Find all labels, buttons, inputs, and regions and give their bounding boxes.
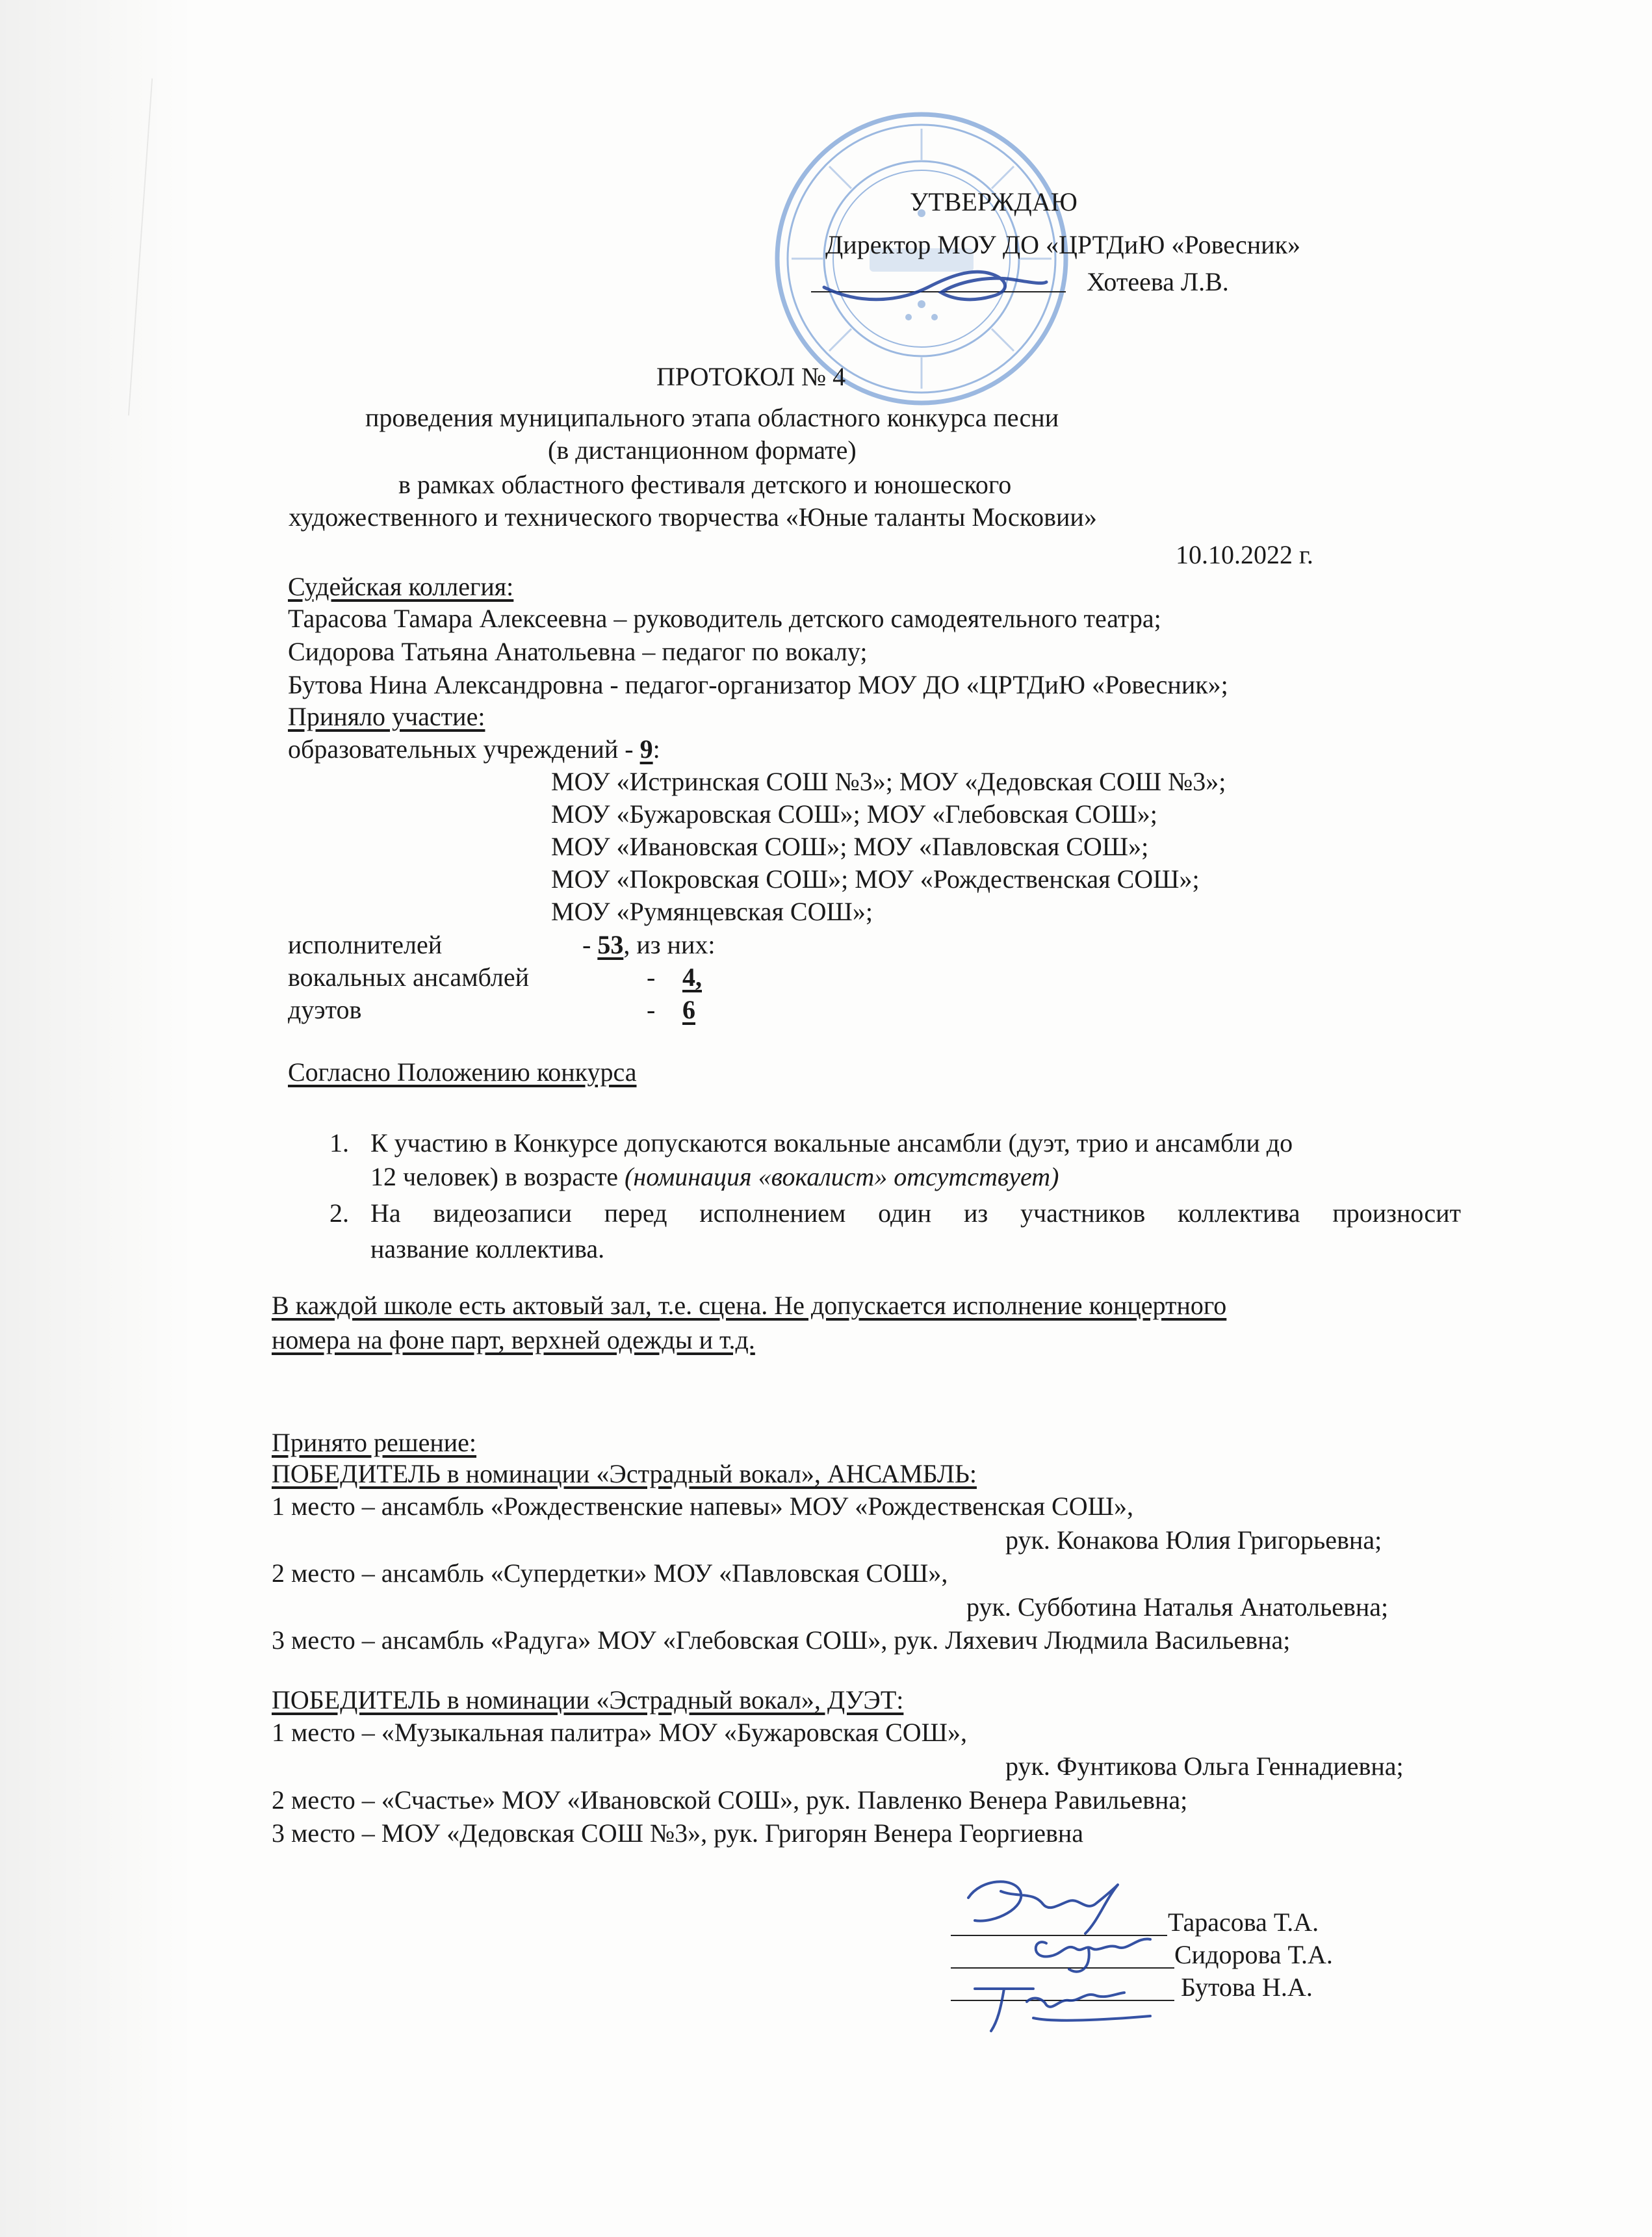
ensemble-leader: рук. Конакова Юлия Григорьевна;: [1005, 1525, 1382, 1555]
ensembles-dash: -: [647, 963, 656, 992]
rule-number: 1.: [329, 1128, 349, 1157]
scan-edge-shadow: [0, 0, 195, 2237]
rule-text: К участию в Конкурсе допускаются вокальные ансамбли (дуэт, трио и ансамбли до: [370, 1128, 1293, 1157]
approval-position: Директор МОУ ДО «ЦРТДиЮ «Ровесник»: [825, 230, 1300, 259]
performers-count: 53: [597, 930, 624, 959]
ensemble-place: 1 место – ансамбль «Рождественские напевы» МОУ «Рождественская СОШ»,: [272, 1492, 1133, 1521]
duets-dash: -: [647, 995, 656, 1024]
regulations-note: В каждой школе есть актовый зал, т.е. сцена. Не допускается исполнение концертного: [272, 1291, 1227, 1320]
performers-dash: -: [582, 930, 591, 959]
decision-heading: Принято решение:: [272, 1428, 477, 1457]
regulations-note: номера на фоне парт, верхней одежды и т.д.: [272, 1325, 755, 1354]
school-list-line: МОУ «Покровская СОШ»; МОУ «Рождественская СОШ»;: [551, 864, 1200, 894]
duet-place: 2 место – «Счастье» МОУ «Ивановской СОШ», рук. Павленко Венера Равильевна;: [272, 1785, 1188, 1815]
duet-leader: рук. Фунтикова Ольга Геннадиевна;: [1005, 1752, 1404, 1781]
duet-place: 1 место – «Музыкальная палитра» МОУ «Бужаровская СОШ»,: [272, 1718, 967, 1747]
school-list-line: МОУ «Истринская СОШ №3»; МОУ «Дедовская СОШ №3»;: [551, 767, 1226, 796]
signatory-name: Тарасова Т.А.: [1168, 1907, 1319, 1937]
protocol-subtitle-1: проведения муниципального этапа областного конкурса песни: [365, 403, 1059, 432]
school-list-line: МОУ «Бужаровская СОШ»; МОУ «Глебовская СОШ»;: [551, 799, 1157, 829]
protocol-title: ПРОТОКОЛ № 4: [656, 362, 846, 391]
rule-text-continued: название коллектива.: [370, 1234, 605, 1263]
rule-number: 2.: [329, 1198, 349, 1228]
regulations-heading: Согласно Положению конкурса: [288, 1057, 637, 1087]
institutions-colon: :: [652, 734, 660, 764]
institutions-count: 9: [639, 734, 653, 764]
ensemble-place: 3 место – ансамбль «Радуга» МОУ «Глебовская СОШ», рук. Ляхевич Людмила Васильевна;: [272, 1625, 1291, 1655]
rule-text-italic: (номинация «вокалист» отсутствует): [625, 1162, 1059, 1191]
performers-suffix: , из них:: [623, 930, 716, 959]
institutions-label: образовательных учреждений -: [288, 734, 634, 764]
ensembles-label: вокальных ансамблей: [288, 963, 529, 992]
protocol-date: 10.10.2022 г.: [1176, 540, 1313, 569]
duet-winners-heading: ПОБЕДИТЕЛЬ в номинации «Эстрадный вокал», ДУЭТ:: [272, 1685, 904, 1714]
protocol-subtitle-3: в рамках областного фестиваля детского и юношеского: [398, 470, 1012, 499]
ensembles-count: 4,: [682, 963, 702, 992]
rule-text-plain: 12 человек) в возрасте: [370, 1162, 619, 1191]
duets-count: 6: [682, 995, 695, 1024]
signatory-name: Бутова Н.А.: [1181, 1972, 1313, 2002]
approval-name: Хотеева Л.В.: [1087, 267, 1229, 296]
institutions-line: [288, 734, 660, 765]
protocol-subtitle-4: художественного и технического творчества «Юные таланты Московии»: [289, 502, 1097, 532]
signatory-name: Сидорова Т.А.: [1174, 1940, 1333, 1969]
participation-heading: Приняло участие:: [288, 702, 485, 731]
school-list-line: МОУ «Румянцевская СОШ»;: [551, 897, 873, 926]
ensemble-place: 2 место – ансамбль «Супердетки» МОУ «Павловская СОШ»,: [272, 1558, 948, 1588]
duet-place: 3 место – МОУ «Дедовская СОШ №3», рук. Григорян Венера Георгиевна: [272, 1818, 1084, 1848]
approval-heading: УТВЕРЖДАЮ: [910, 187, 1078, 216]
duets-label: дуэтов: [288, 995, 362, 1024]
handwritten-signatures: [955, 1872, 1189, 2047]
jury-member: Сидорова Татьяна Анатольевна – педагог по вокалу;: [288, 637, 868, 666]
performers-label: исполнителей: [288, 930, 443, 959]
rule-text-continued: [370, 1161, 1059, 1193]
rule-text: На видеозаписи перед исполнением один из участников коллектива произносит: [370, 1198, 1461, 1228]
performers-value: [582, 929, 715, 961]
protocol-subtitle-2: (в дистанционном формате): [548, 435, 857, 465]
jury-member: Бутова Нина Александровна - педагог-организатор МОУ ДО «ЦРТДиЮ «Ровесник»;: [288, 670, 1228, 699]
ensemble-winners-heading: ПОБЕДИТЕЛЬ в номинации «Эстрадный вокал», АНСАМБЛЬ:: [272, 1459, 977, 1488]
jury-heading: Судейская коллегия:: [288, 572, 514, 601]
jury-member: Тарасова Тамара Алексеевна – руководитель детского самодеятельного театра;: [288, 604, 1161, 633]
school-list-line: МОУ «Ивановская СОШ»; МОУ «Павловская СОШ»;: [551, 832, 1149, 861]
director-signature: [818, 242, 1052, 313]
ensemble-leader: рук. Субботина Наталья Анатольевна;: [966, 1592, 1389, 1622]
